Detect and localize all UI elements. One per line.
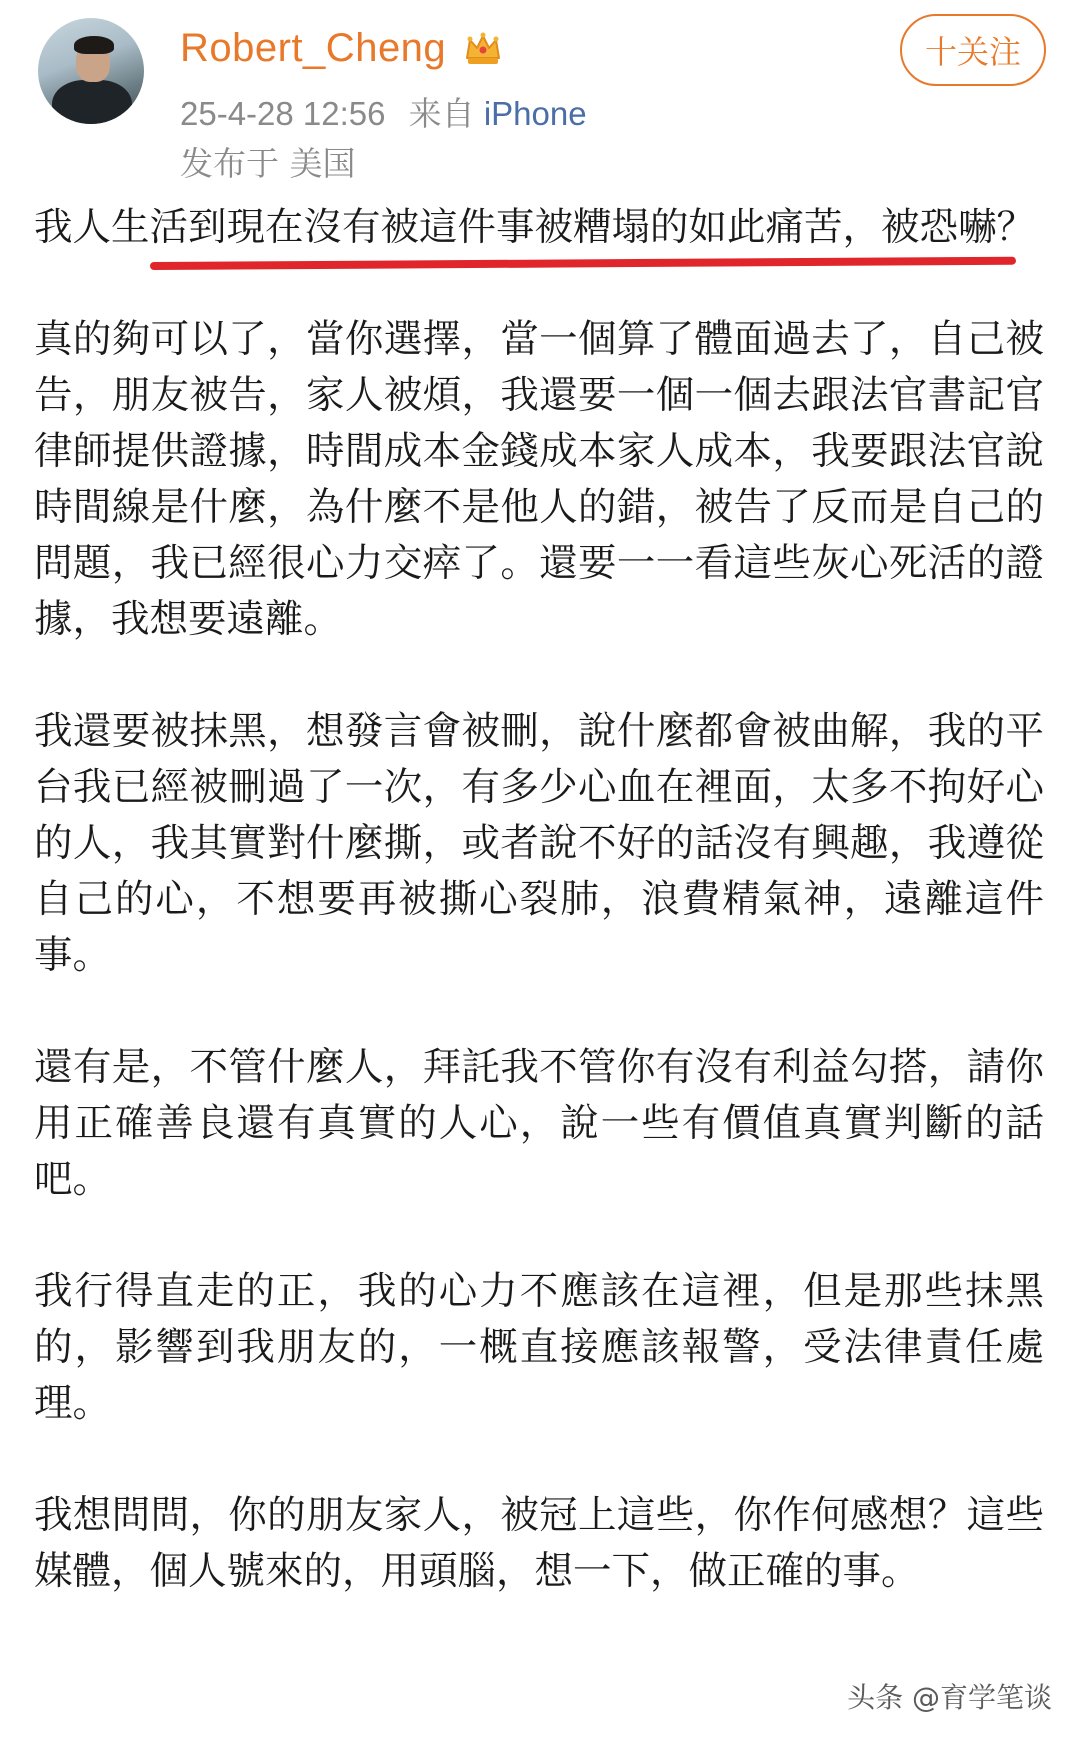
post-date: 25-4-28 12:56: [180, 95, 386, 132]
post-paragraph: 我還要被抹黑，想發言會被刪，說什麼都會被曲解，我的平台我已經被刪過了一次，有多少心血在裡面，太多不拘好心的人，我其實對什麼撕，或者說不好的話沒有興趣，我遵從自己的心，不想要再被撕心裂肺，浪費精氣神，遠離這件事。: [34, 709, 1044, 978]
post-location: 发布于 美国: [180, 144, 356, 183]
post-paragraph: 真的夠可以了，當你選擇，當一個算了體面過去了，自己被告，朋友被告，家人被煩，我還要一個一個去跟法官書記官律師提供證據，時間成本金錢成本家人成本，我要跟法官說時間線是什麼，為什麼不是他人的錯，被告了反而是自己的問題，我已經很心力交瘁了。還要一一看這些灰心死活的證據，我想要遠離。: [34, 317, 1044, 642]
post-meta: [180, 88, 587, 135]
crown-icon: [462, 28, 504, 70]
username-link[interactable]: Robert_Cheng: [180, 26, 447, 70]
watermark: 头条 @育学笔谈: [847, 1681, 1052, 1714]
post-paragraph: 我行得直走的正，我的心力不應該在這裡，但是那些抹黑的，影響到我朋友的，一概直接應該報警，受法律責任處理。: [34, 1269, 1044, 1426]
post-paragraph: 還有是，不管什麼人，拜託我不管你有沒有利益勾搭，請你用正確善良還有真實的人心，說一些有價值真實判斷的話吧。: [34, 1045, 1044, 1202]
post-paragraph: 我想問問，你的朋友家人，被冠上這些，你作何感想？這些媒體，個人號來的，用頭腦，想一下，做正確的事。: [34, 1493, 1044, 1594]
post-paragraph: 我人生活到現在沒有被這件事被糟塌的如此痛苦，被恐嚇？: [34, 205, 1036, 250]
source-link[interactable]: iPhone: [483, 95, 587, 132]
source-prefix: 来自: [408, 95, 475, 132]
avatar-hair: [74, 36, 114, 54]
follow-button[interactable]: 十关注: [900, 14, 1046, 86]
avatar-shirt: [52, 80, 132, 124]
post-content: [34, 200, 1044, 1656]
avatar[interactable]: [38, 18, 144, 124]
